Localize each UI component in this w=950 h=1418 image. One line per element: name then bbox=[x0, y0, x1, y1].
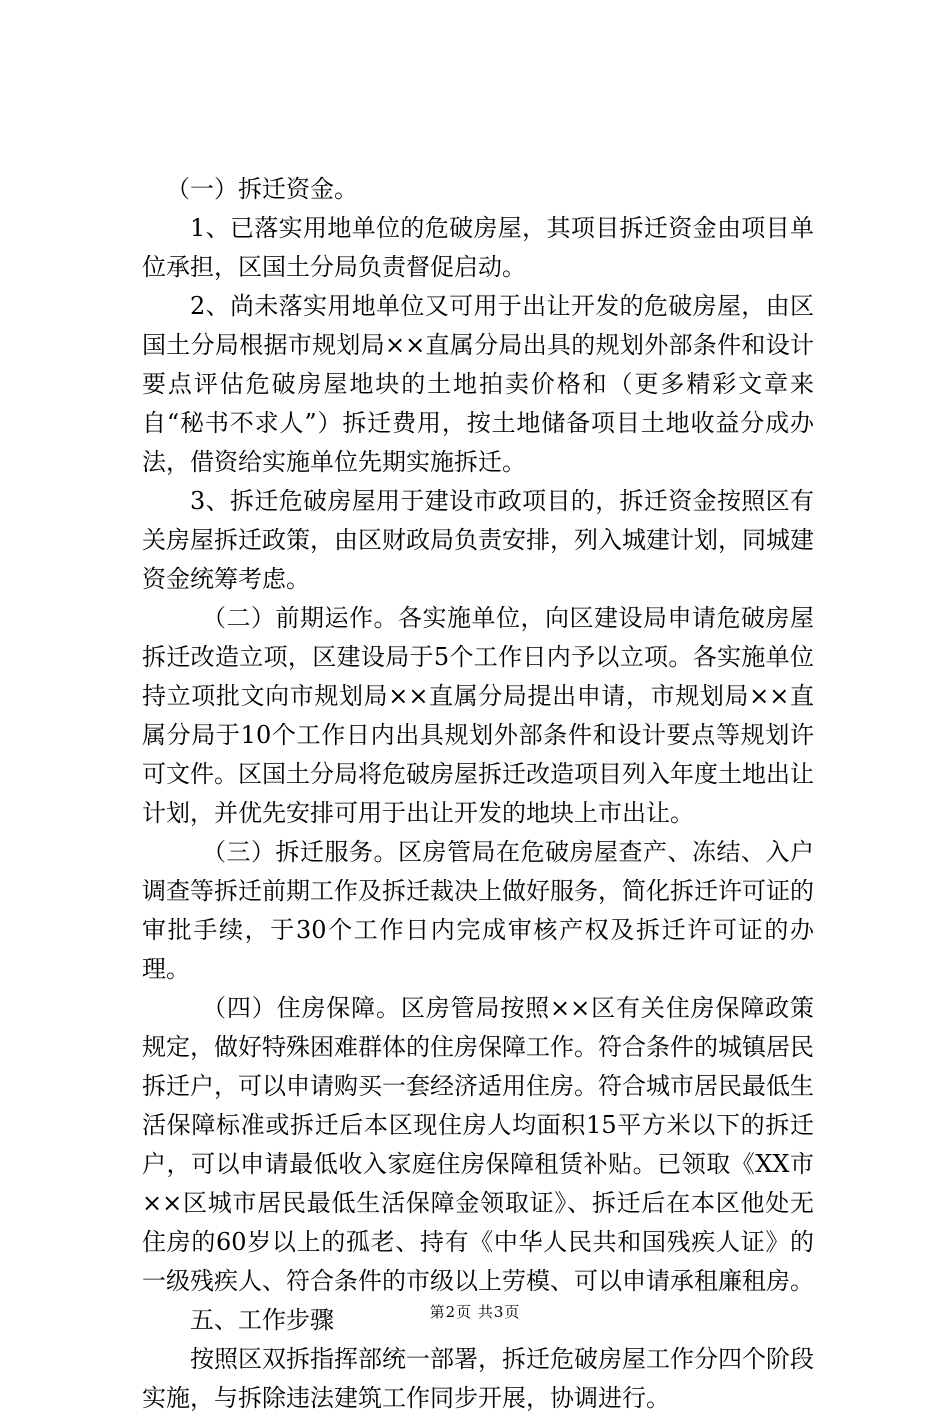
section-heading-work-steps: 五、工作步骤 bbox=[190, 1306, 334, 1334]
paragraph-funds-item-3: 3、拆迁危破房屋用于建设市政项目的，拆迁资金按照区有关房屋拆迁政策，由区财政局负责安排，列入城建计划，同城建资金统筹考虑。 bbox=[142, 487, 814, 593]
paragraph-housing-guarantee: （四）住房保障。区房管局按照××区有关住房保障政策规定，做好特殊困难群体的住房保障工作。符合条件的城镇居民拆迁户，可以申请购买一套经济适用住房。符合城市居民最低生活保障标准或拆迁后本区现住房人均面积15平方米以下的拆迁户，可以申请最低收入家庭住房保障租赁补贴。已领取《XX市××区城市居民最低生活保障金领取证》、拆迁后在本区他处无住房的60岁以上的孤老、持有《中华人民共和国残疾人证》的一级残疾人、符合条件的市级以上劳模、可以申请承租廉租房。 bbox=[142, 994, 814, 1295]
paragraph-funds-item-2: 2、尚未落实用地单位又可用于出让开发的危破房屋，由区国土分局根据市规划局××直属分局出具的规划外部条件和设计要点评估危破房屋地块的土地拍卖价格和（更多精彩文章来自“秘书不求人”）拆迁费用，按土地储备项目土地收益分成办法，借资给实施单位先期实施拆迁。 bbox=[142, 292, 814, 476]
paragraph-funds-item-1: 1、已落实用地单位的危破房屋，其项目拆迁资金由项目单位承担，区国土分局负责督促启动。 bbox=[142, 214, 814, 281]
section-heading-funds: （一）拆迁资金。 bbox=[166, 175, 358, 203]
document-body bbox=[142, 170, 814, 1418]
paragraph-preliminary-operation: （二）前期运作。各实施单位，向区建设局申请危破房屋拆迁改造立项，区建设局于5个工作日内予以立项。各实施单位持立项批文向市规划局××直属分局提出申请，市规划局××直属分局于10个工作日内出具规划外部条件和设计要点等规划许可文件。区国土分局将危破房屋拆迁改造项目列入年度土地出让计划，并优先安排可用于出让开发的地块上市出让。 bbox=[142, 604, 814, 827]
page-number-footer: 第2页 共3页 bbox=[429, 1303, 521, 1321]
paragraph-work-steps: 按照区双拆指挥部统一部署，拆迁危破房屋工作分四个阶段实施，与拆除违法建筑工作同步开展，协调进行。 bbox=[142, 1345, 814, 1412]
paragraph-demolition-service: （三）拆迁服务。区房管局在危破房屋查产、冻结、入户调查等拆迁前期工作及拆迁裁决上做好服务，简化拆迁许可证的审批手续，于30个工作日内完成审核产权及拆迁许可证的办理。 bbox=[142, 838, 814, 983]
